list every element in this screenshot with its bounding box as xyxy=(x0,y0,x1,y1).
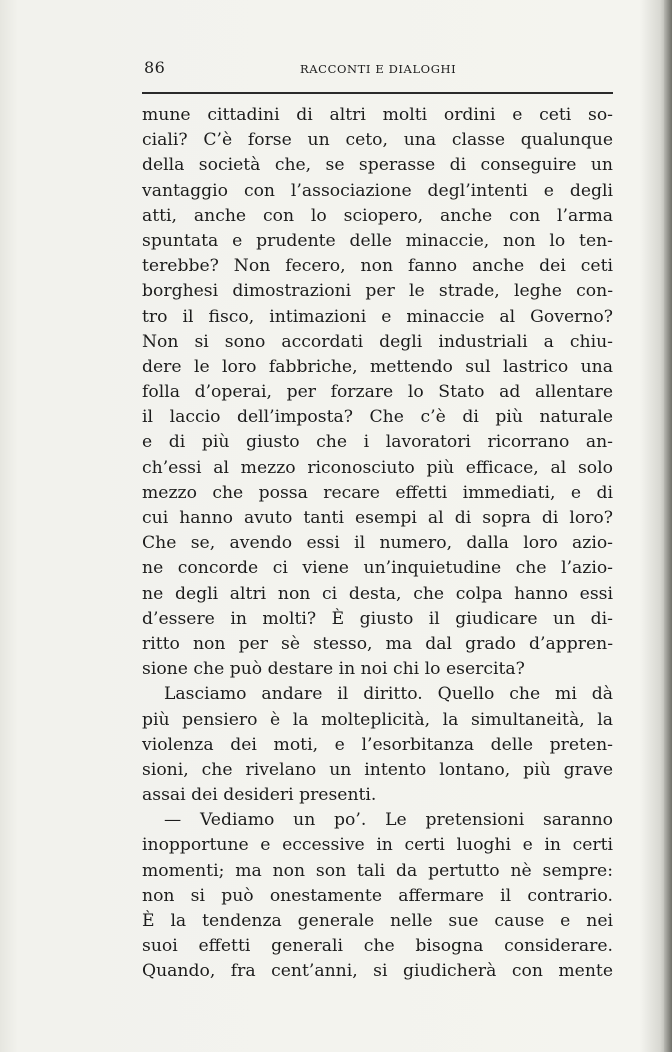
text-line: spuntata e prudente delle minaccie, non lo ten- xyxy=(142,230,613,251)
text-line: Che se, avendo essi il numero, dalla loro azio- xyxy=(142,533,613,554)
text-line: assai dei desideri presenti. xyxy=(142,785,377,806)
body-text xyxy=(142,103,613,985)
text-line: suoi effetti generali che bisogna considerare. xyxy=(142,936,613,957)
text-line: più pensiero è la molteplicità, la simultaneità, la xyxy=(142,709,613,730)
text-line: sioni, che rivelano un intento lontano, più grave xyxy=(142,759,613,780)
header-rule xyxy=(142,92,613,94)
text-line: cui hanno avuto tanti esempi al di sopra di loro? xyxy=(142,508,613,528)
text-line: e di più giusto che i lavoratori ricorrano an- xyxy=(142,432,613,453)
text-line: terebbe? Non fecero, non fanno anche dei ceti xyxy=(142,256,613,277)
text-line: atti, anche con lo sciopero, anche con l’arma xyxy=(142,205,613,226)
text-line: ne concorde ci viene un’inquietudine che l’azio- xyxy=(142,558,613,579)
text-line: della società che, se sperasse di conseguire un xyxy=(142,155,613,176)
text-line: ch’essi al mezzo riconosciuto più efficace, al solo xyxy=(142,457,613,478)
text-line: dere le loro fabbriche, mettendo sul lastrico una xyxy=(142,356,613,377)
running-title: RACCONTI E DIALOGHI xyxy=(300,62,457,76)
page-header xyxy=(142,58,612,82)
text-line: — Vediamo un po’. Le pretensioni saranno xyxy=(164,810,613,831)
text-line: sione che può destare in noi chi lo esercita? xyxy=(142,659,525,680)
text-line: il laccio dell’imposta? Che c’è di più naturale xyxy=(142,407,613,428)
text-line: ne degli altri non ci desta, che colpa hanno essi xyxy=(142,583,613,604)
text-line: mune cittadini di altri molti ordini e ceti so- xyxy=(142,105,613,125)
page-number: 86 xyxy=(144,58,166,77)
text-line: È la tendenza generale nelle sue cause e nei xyxy=(142,911,613,931)
text-line: folla d’operai, per forzare lo Stato ad allentare xyxy=(142,382,613,403)
text-line: mezzo che possa recare effetti immediati, e di xyxy=(142,482,613,503)
text-line: Lasciamo andare il diritto. Quello che mi dà xyxy=(164,684,613,705)
text-line: ritto non per sè stesso, ma dal grado d’appren- xyxy=(142,633,613,654)
page-edge-shadow xyxy=(664,0,672,1052)
text-line: ciali? C’è forse un ceto, una classe qualunque xyxy=(142,130,613,151)
text-line: Non si sono accordati degli industriali a chiu- xyxy=(142,331,613,352)
text-line: inopportune e eccessive in certi luoghi e in certi xyxy=(142,835,613,856)
text-line: vantaggio con l’associazione degl’intenti e degli xyxy=(142,180,613,201)
text-line: borghesi dimostrazioni per le strade, leghe con- xyxy=(142,281,613,302)
text-line: non si può onestamente affermare il contrario. xyxy=(142,885,613,906)
text-line: violenza dei moti, e l’esorbitanza delle preten- xyxy=(142,734,613,755)
text-line: tro il fisco, intimazioni e minaccie al Governo? xyxy=(142,306,613,327)
text-line: Quando, fra cent’anni, si giudicherà con mente xyxy=(142,961,613,982)
text-line: momenti; ma non son tali da pertutto nè sempre: xyxy=(142,860,613,881)
text-line: d’essere in molti? È giusto il giudicare un di- xyxy=(142,608,613,629)
